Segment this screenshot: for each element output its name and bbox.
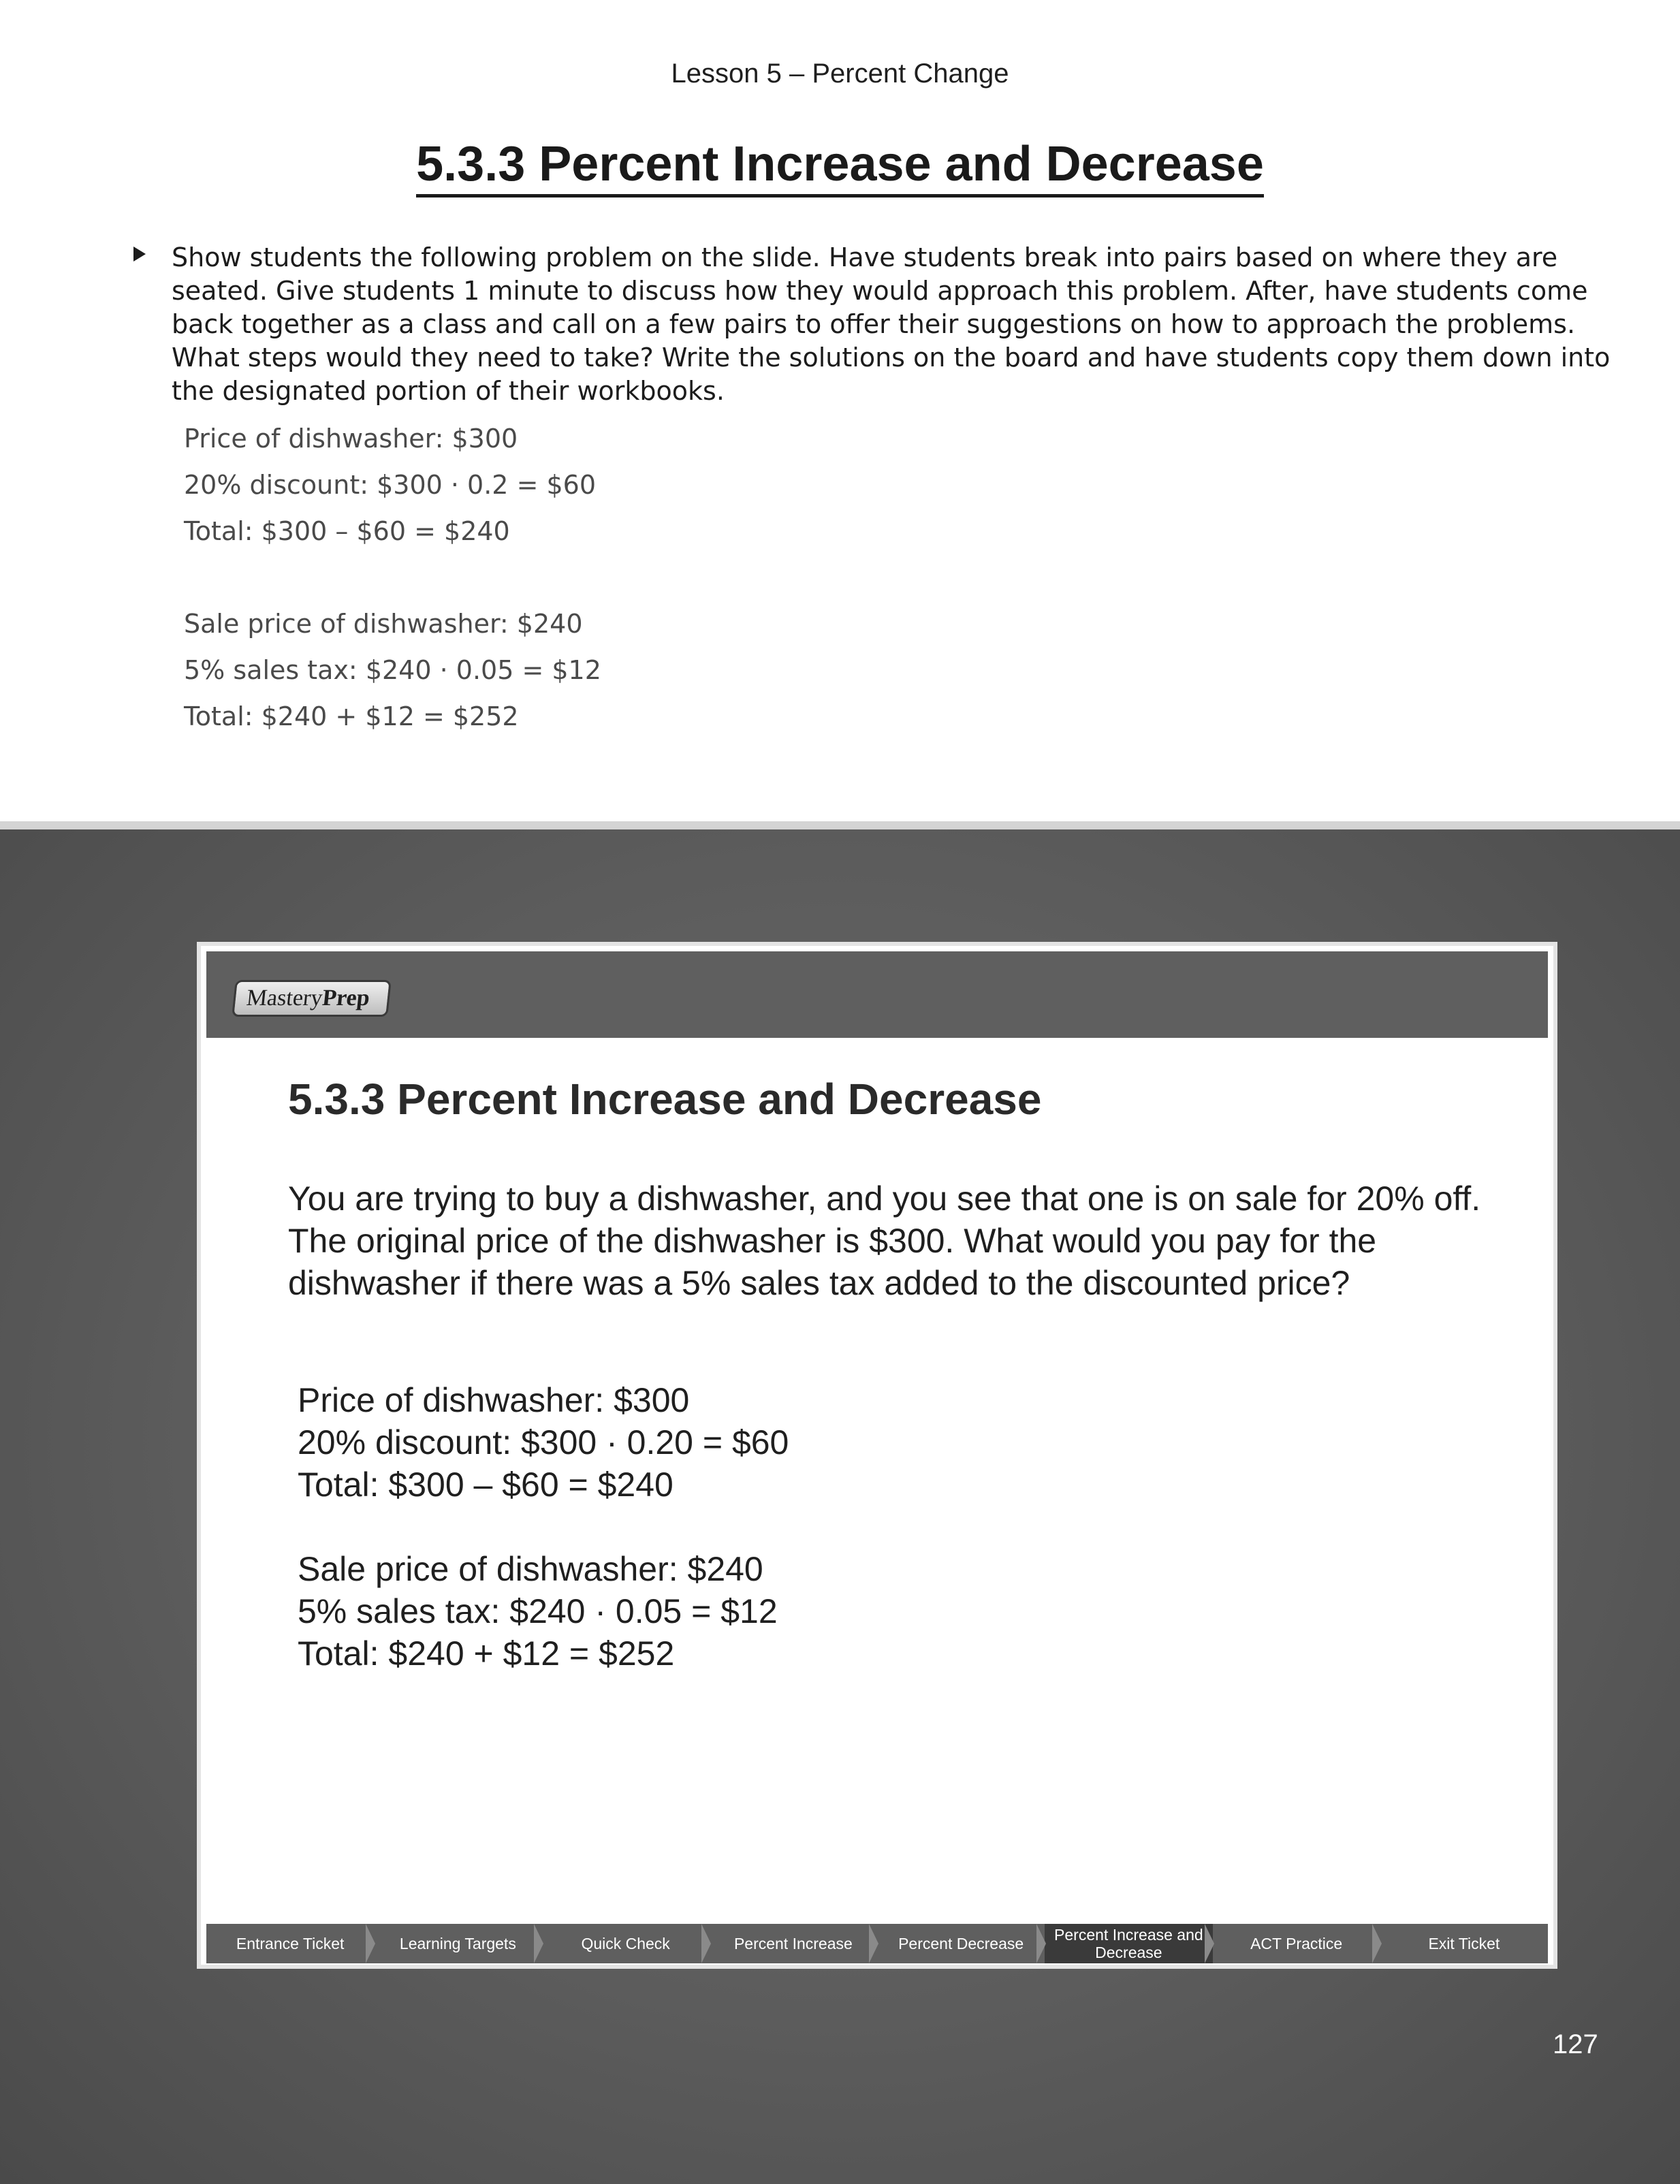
slide-header-bar bbox=[206, 951, 1548, 1038]
slide-title: 5.3.3 Percent Increase and Decrease bbox=[288, 1075, 1042, 1124]
solution-line: 5% sales tax: $240 · 0.05 = $12 bbox=[184, 655, 601, 685]
nav-percent-increase-and-decrease[interactable]: Percent Increase and Decrease bbox=[1045, 1924, 1212, 1963]
masteryprep-logo: MasteryPrep bbox=[232, 980, 391, 1017]
solution-line: Total: $300 – $60 = $240 bbox=[184, 516, 510, 546]
nav-act-practice[interactable]: ACT Practice bbox=[1213, 1924, 1380, 1963]
slide-solution-line: Total: $240 + $12 = $252 bbox=[298, 1634, 675, 1673]
slide-solution-line: Total: $300 – $60 = $240 bbox=[298, 1466, 673, 1504]
solution-line: 20% discount: $300 · 0.2 = $60 bbox=[184, 470, 597, 500]
nav-percent-increase[interactable]: Percent Increase bbox=[710, 1924, 877, 1963]
bullet-arrow-icon bbox=[133, 247, 146, 262]
slide-problem: You are trying to buy a dishwasher, and you see that one is on sale for 20% off. The original price of the dishwasher is $300. What would you pay for the dishwasher if there was a 5% sales tax added to the discounted price? bbox=[288, 1180, 1481, 1302]
page-title-text: 5.3.3 Percent Increase and Decrease bbox=[416, 137, 1264, 197]
slide bbox=[197, 942, 1557, 1969]
slide-solution-tax bbox=[298, 1548, 778, 1675]
nav-quick-check[interactable]: Quick Check bbox=[542, 1924, 710, 1963]
solution-line: Sale price of dishwasher: $240 bbox=[184, 609, 583, 639]
slide-solution-discount bbox=[298, 1379, 789, 1506]
slide-solution-line: Sale price of dishwasher: $240 bbox=[298, 1550, 763, 1588]
lesson-header: Lesson 5 – Percent Change bbox=[671, 59, 1009, 89]
nav-learning-targets[interactable]: Learning Targets bbox=[374, 1924, 541, 1963]
nav-entrance-ticket[interactable]: Entrance Ticket bbox=[206, 1924, 374, 1963]
nav-exit-ticket[interactable]: Exit Ticket bbox=[1428, 1935, 1500, 1952]
solution-line: Price of dishwasher: $300 bbox=[184, 424, 518, 454]
solution-tax bbox=[184, 601, 601, 740]
slide-solution-line: 5% sales tax: $240 · 0.05 = $12 bbox=[298, 1592, 778, 1630]
instruction-text: Show students the following problem on the slide. Have students break into pairs based on where they are seated. Give students 1 minute to discuss how they would approach this problem. After, have students come back together as a class and call on a few pairs to offer their suggestions on how to approach the problems. What steps would they need to take? Write the solutions on the board and have students copy them down into the designated portion of their workbooks. bbox=[172, 242, 1611, 406]
solution-discount bbox=[184, 415, 596, 554]
slide-solution-line: Price of dishwasher: $300 bbox=[298, 1381, 690, 1419]
slide-solution-line: 20% discount: $300 · 0.20 = $60 bbox=[298, 1423, 789, 1461]
page-title bbox=[0, 136, 1680, 192]
slide-navigation-bar bbox=[206, 1924, 1548, 1963]
page-number: 127 bbox=[1553, 2029, 1598, 2059]
solution-line: Total: $240 + $12 = $252 bbox=[184, 701, 519, 731]
nav-percent-decrease[interactable]: Percent Decrease bbox=[877, 1924, 1045, 1963]
